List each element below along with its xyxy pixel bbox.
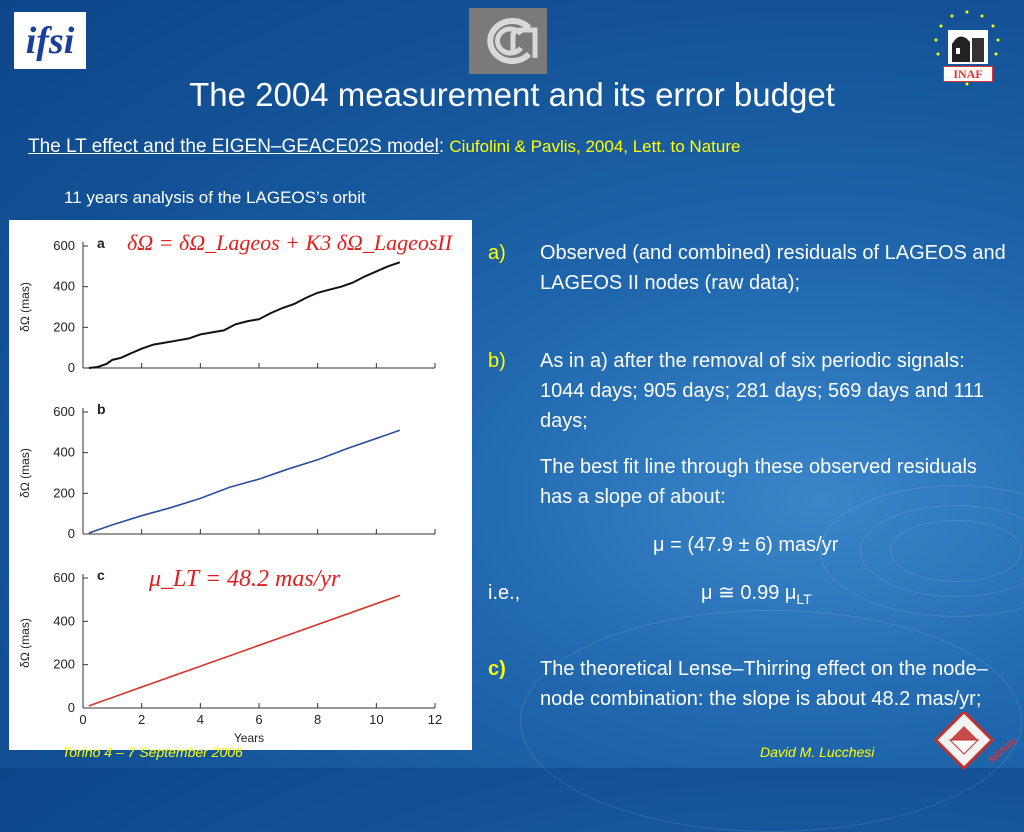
list-text-b: As in a) after the removal of six periodic signals: 1044 days; 905 days; 281 days; 569 days and 111 days; [540,350,985,432]
ratio-formula [701,578,812,614]
x-tick-label: 10 [369,712,384,727]
subtitle-colon: : [438,136,445,157]
y-tick-label: 600 [53,404,75,419]
list-marker-c: c) [488,658,506,680]
x-tick-label: 4 [196,712,204,727]
subtitle-reference: Ciufolini & Pavlis, 2004, Lett. to Nature [449,137,741,156]
equation-annotation: μ_LT = 48.2 mas/yr [149,566,341,592]
y-axis-label: δΩ (mas) [18,282,32,332]
y-tick-label: 200 [53,656,75,672]
ratio-formula-text: μ ≅ 0.99 μ [701,582,797,604]
series-line [89,430,400,533]
x-axis-label: Years [233,731,265,745]
list-text-a: Observed (and combined) residuals of LAGEOS and LAGEOS II nodes (raw data); [540,242,1006,294]
x-tick-label: 8 [314,712,322,727]
y-tick-label: 600 [53,570,75,585]
cnr-logo [469,8,547,74]
equation-annotation: δΩ = δΩ_Lageos + K3 δΩ_LageosII [127,230,453,255]
y-axis-label: δΩ (mas) [18,618,32,668]
y-axis-label: δΩ (mas) [18,448,32,498]
residuals-chart [9,220,472,750]
y-tick-label: 200 [53,319,75,335]
y-tick-label: 400 [53,613,75,629]
panel-letter: b [97,401,106,417]
panel-letter: c [97,567,105,583]
y-tick-label: 0 [67,526,75,541]
ifsi-logo-text: ifsi [25,19,75,62]
y-tick-label: 600 [53,238,75,253]
list-text-c: The theoretical Lense–Thirring effect on the node–node combination: the slope is about 48.2 mas/yr; [540,658,988,710]
x-tick-label: 12 [427,712,443,727]
list-marker-a: a) [488,242,506,264]
slide-title: The 2004 measurement and its error budget [189,76,835,113]
series-line [89,595,400,706]
sigrav-logo-text: SIGRAV [986,735,1018,766]
ie-label: i.e., [488,582,521,604]
residuals-figure [9,220,472,750]
slope-formula: μ = (47.9 ± 6) mas/yr [653,534,839,556]
ratio-formula-subscript: LT [796,591,812,607]
slide-subtitle [28,136,740,158]
footer-venue: Torino 4 – 7 September 2006 [62,744,243,760]
figure-caption: 11 years analysis of the LAGEOS’s orbit [64,188,366,207]
x-tick-label: 6 [255,712,263,727]
ifsi-logo [14,12,86,69]
list-text-b-fit: The best fit line through these observed residuals has a slope of about: [540,456,977,508]
y-tick-label: 0 [67,700,75,715]
list-marker-b: b) [488,350,506,372]
x-tick-label: 0 [79,712,87,727]
subtitle-main: The LT effect and the EIGEN–GEACE02S model [28,136,439,157]
inaf-logo-text: INAF [943,66,993,82]
sigrav-logo [922,712,1018,772]
y-tick-label: 0 [67,360,75,375]
panel-letter: a [97,235,105,251]
x-tick-label: 2 [138,712,146,727]
cnr-logo-icon [469,8,547,74]
footer-author: David M. Lucchesi [760,744,875,760]
series-line [89,262,400,368]
y-tick-label: 200 [53,485,75,501]
y-tick-label: 400 [53,444,75,460]
sigrav-logo-icon [922,712,1018,772]
y-tick-label: 400 [53,278,75,294]
